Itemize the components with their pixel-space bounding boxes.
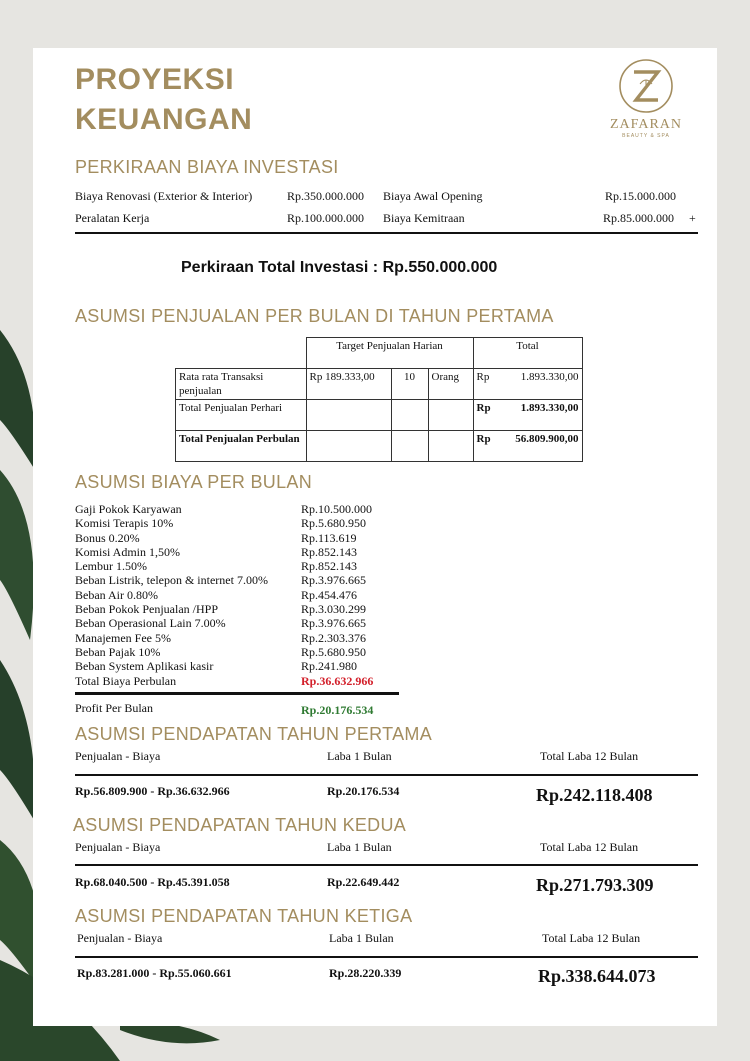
total-laba: Rp.338.644.073 — [538, 966, 656, 986]
list-item: Beban Pokok Penjualan /HPP Rp.3.030.299 — [75, 602, 367, 617]
divider — [75, 864, 698, 866]
list-item: Beban Pajak 10% Rp.5.680.950 — [75, 644, 367, 659]
table-row: Total Penjualan Perhari Rp 1.893.330,00 — [176, 400, 583, 431]
list-item: Komisi Admin 1,50% Rp.852.143 — [75, 544, 358, 559]
investasi-value: Rp.85.000.000 — [603, 211, 675, 225]
total-biaya-row: Total Biaya Perbulan Rp.36.632.966 — [75, 673, 374, 688]
list-item: Beban Air 0.80% Rp.454.476 — [75, 587, 358, 602]
investasi-heading: PERKIRAAN BIAYA INVESTASI — [75, 157, 339, 177]
col-total: Total — [473, 338, 582, 369]
investasi-value: Rp.100.000.000 — [287, 211, 365, 225]
biaya-heading: ASUMSI BIAYA PER BULAN — [75, 472, 313, 492]
page-title: PROYEKSI KEUANGAN — [75, 63, 253, 136]
list-item: Beban Operasional Lain 7.00% Rp.3.976.665 — [75, 616, 367, 631]
logo-name: ZAFARAN — [609, 117, 683, 132]
table-row: Rata rata Transaksi penjualan Rp 189.333,00 10 Orang Rp 1.893.330,00 — [176, 369, 583, 400]
divider — [75, 774, 698, 776]
profit-label: Profit Per Bulan — [75, 701, 153, 715]
total-laba: Rp.242.118.408 — [536, 785, 653, 805]
zafaran-logo — [603, 58, 689, 148]
total-investasi: Perkiraan Total Investasi : Rp.550.000.000 — [181, 259, 498, 276]
list-item: Komisi Terapis 10% Rp.5.680.950 — [75, 516, 367, 531]
investasi-label: Biaya Awal Opening — [383, 189, 483, 203]
penjualan-heading: ASUMSI PENJUALAN PER BULAN DI TAHUN PERTAMA — [75, 306, 554, 326]
profit-value: Rp.20.176.534 — [301, 703, 374, 717]
total-laba: Rp.271.793.309 — [536, 875, 654, 895]
col-target: Target Penjualan Harian — [306, 338, 473, 369]
list-item: Beban Listrik, telepon & internet 7.00% Rp.3.976.665 — [75, 573, 367, 588]
table-row: Total Penjualan Perbulan Rp 56.809.900,00 — [176, 431, 583, 462]
list-item: Manajemen Fee 5% Rp.2.303.376 — [75, 630, 367, 645]
investasi-value: Rp.15.000.000 — [605, 189, 677, 203]
list-item: Lembur 1.50% Rp.852.143 — [75, 559, 358, 574]
pendapatan-heading: ASUMSI PENDAPATAN TAHUN KEDUA — [73, 815, 407, 835]
pendapatan-heading: ASUMSI PENDAPATAN TAHUN PERTAMA — [75, 724, 433, 744]
logo-emblem-icon — [618, 58, 674, 114]
logo-tagline: BEAUTY & SPA — [622, 133, 670, 139]
pendapatan-heading: ASUMSI PENDAPATAN TAHUN KETIGA — [75, 906, 413, 926]
list-item: Beban System Aplikasi kasir Rp.241.980 — [75, 659, 358, 674]
divider — [75, 956, 698, 958]
sales-table — [175, 337, 583, 462]
investasi-label: Biaya Kemitraan — [383, 211, 465, 225]
divider — [75, 232, 698, 234]
document-page: PROYEKSI KEUANGAN ZAFARAN BEAUTY & SPA PERKIRAAN BIAYA INVESTASI Biaya Renovasi (Exterior & Interior) Rp.350.000.000 Peralatan Kerja Rp.100.000.000 Biaya Awal Opening Rp.15.000.000 Biaya Kemitraan Rp.85.000.000 + Perkiraan Total Investasi : Rp.550.000.000 ASUMSI PENJUALAN PER BULAN DI TAHUN PERTAMA Target Penjualan Harian Total Rata rata Transaksi penjualan Rp 189.333,00 10 Orang Rp 1.893.330,00 Total Penjualan Perhari Rp 1.893.330,00 Total Penjualan Perbulan Rp 56.809.900,00 ASUMSI BIAYA PER BULAN Gaji Pokok Karyawan Rp.10.500.000 Komisi Terapis 10% Rp.5.680.950 Bonus 0.20% Rp.113.619 Komisi Admin 1,50% Rp.852.143 Lembur 1.50% Rp.852.143 Beban Listrik, telepon & internet 7.00% Rp.3.976.665 Beban Air 0.80% Rp.454.476 Beban Pokok Penjualan /HPP Rp.3.030.299 Beban Operasional Lain 7.00% Rp.3.976.665 Manajemen Fee 5% Rp.2.303.376 Beban Pajak 10% Rp.5.680.950 Beban System Aplikasi kasir Rp.241.980 Total Biaya Perbulan Rp.36.632.966 Profit Per Bulan Rp.20.176.534 ASUMSI PENDAPATAN TAHUN PERTAMA Penjualan - Biaya Laba 1 Bulan Total Laba 12 Bulan Rp.56.809.900 - Rp.36.632.966 Rp.20.176.534 Rp.242.118.408 ASUMSI PENDAPATAN TAHUN KEDUA Penjualan - Biaya Laba 1 Bulan Total Laba 12 Bulan Rp.68.040.500 - Rp.45.391.058 Rp.22.649.442 Rp.271.793.309 ASUMSI PENDAPATAN TAHUN KETIGA Penjualan - Biaya Laba 1 Bulan Total Laba 12 Bulan Rp.83.281.000 - Rp.55.060.661 Rp.28.220.339 Rp.338.644.073 — [33, 48, 717, 1026]
list-item: Bonus 0.20% Rp.113.619 — [75, 530, 357, 545]
investasi-label: Peralatan Kerja — [75, 211, 150, 225]
investasi-value: Rp.350.000.000 — [287, 189, 365, 203]
divider — [75, 692, 399, 695]
plus-sign: + — [689, 211, 696, 225]
cost-list — [75, 502, 373, 688]
investasi-label: Biaya Renovasi (Exterior & Interior) — [75, 189, 253, 203]
list-item: Gaji Pokok Karyawan Rp.10.500.000 — [75, 502, 373, 516]
